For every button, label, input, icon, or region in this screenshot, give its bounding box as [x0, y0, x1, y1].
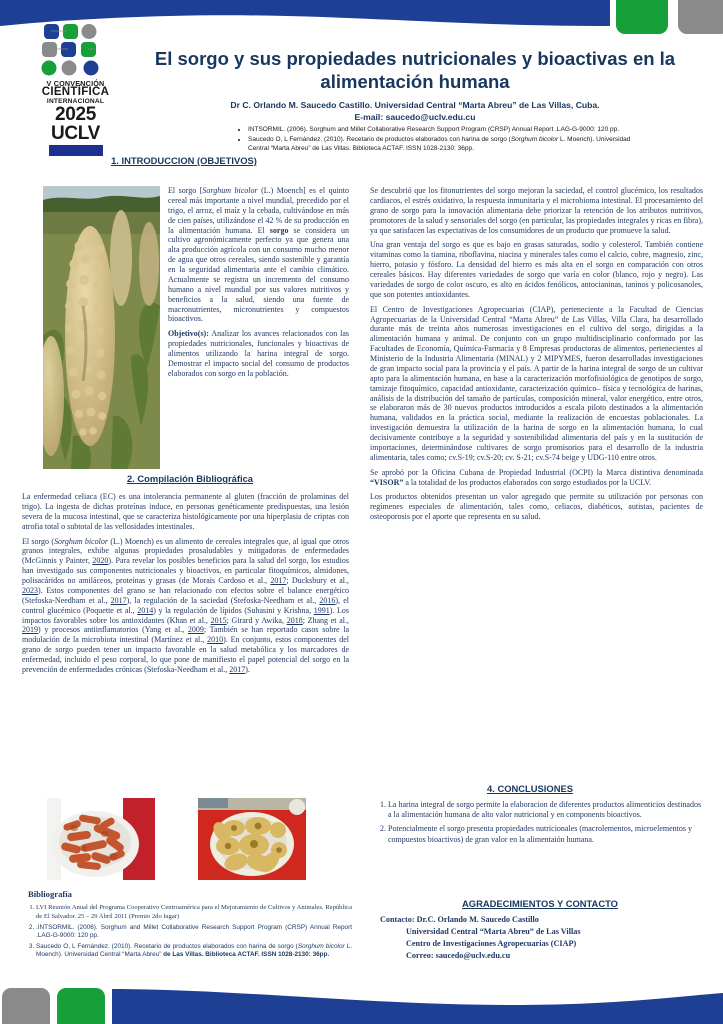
uclv-convention-logo [38, 22, 113, 156]
author-block [120, 100, 710, 123]
bibliografia-list [22, 904, 352, 962]
header-reference-item: • Saucedo O, L Fernández. (2010). Recetario de productos elaborados con harina de sorgo (Sorghum bicolor L. Moench). Universidad Central “Marta Abreu” de Las Villas. Biblioteca ACTAF. ISSN 1028-2130: 36pp. [248, 136, 638, 154]
header-reference-item: • INTSORMIL. (2006). Sorghum and Millet Collaborative Research Support Program (CRSP) Annual Report .LAG-G-9000: 120 pp. [248, 126, 638, 135]
bottom-blue-swoosh-icon [112, 983, 723, 1024]
right-paragraph-1: Se descubrió que los fitonutrientes del sorgo mejoran la saciedad, el control glucémico, los resultados cardiacos, el estrés oxidativo, la respuesta inmunitaria y el microbioma intestinal. El procesamiento del grano de sorgo para la innovación alimentaria debe priorizar la retención de los atributos nutritivos, promotores de la salud y sensoriales del sorgo (en particular, las propiedades integrales y ricas en fibra), ya que satisfacen las expectativas de los consumidores de un producto que promueve la salud. [370, 186, 703, 235]
section-heading-compilacion: 2. Compilación Bibliográfica [126, 473, 254, 484]
logo-dots-icon [38, 22, 113, 80]
conclusiones-list [370, 800, 703, 849]
bottom-green-square-icon [57, 988, 105, 1024]
right-column-body [370, 186, 703, 527]
contacto-university: Universidad Central “Marta Abreu” de Las Villas [406, 926, 581, 936]
logo-line-convencion: V CONVENCIÓN [46, 79, 105, 88]
bottom-decorative-bar [0, 980, 723, 1024]
logo-line-cientifica: CIENTÍFICA [41, 86, 110, 99]
poster-title: El sorgo y sus propiedades nutricionales y bioactivas en la alimentación humana [154, 48, 676, 92]
conclusion-item: 2. Potencialmente el sorgo presenta propiedades nutricionales (macrolementos, microelementos y compuestos bioactivos) de gran valor en la alimentaión humana. [388, 824, 703, 844]
baked-goods-plate-illustration-icon [198, 798, 306, 880]
top-grey-square-icon [678, 0, 723, 34]
author-email: E-mail: saucedo@uclv.edu.cu [354, 111, 476, 122]
author-affiliation: Dr C. Orlando M. Saucedo Castillo. Universidad Central “Marta Abreu” de Las Villas, Cuba. [230, 100, 600, 110]
section-heading-agradecimientos: AGRADECIMIENTOS Y CONTACTO [462, 898, 618, 909]
sausages-plate-illustration-icon [47, 798, 155, 880]
conclusion-item: 1. La harina integral de sorgo permite la elaboracion de diferentes productos alimenticios destinados a la alimentación humana de alto valor nutricional y en components bioactivos. [388, 800, 703, 820]
bottom-grey-square-icon [2, 988, 50, 1024]
introduccion-paragraph: El sorgo [Sorghum bicolor (L.) Moench] es el quinto cereal más importante a nivel mundial, precedido por el trigo, el arroz, el maíz y la cebada, cultivándose en más de cien países, utilizándose el 42 % de su producción en la alimentación humana. El sorgo se considera un cultivo agronómicamente perfecto ya que genera una alta producción agrícola con un consumo mucho menor de agua que otros cereales, siendo sostenible y garantía en la seguridad alimentaria ante el cambio climático. Actualmente se registra un incremento del consumo humano a nivel mundial por sus valores nutritivos y beneficios a la salud, siendo una fuente de macronutrientes, micronutrientes y compuestos bioactivos. [168, 186, 350, 324]
compilacion-paragraph-1: La enfermedad celiaca (EC) es una intolerancia permanente al gluten (fracción de prolaminas del trigo). La ingesta de dichas proteínas induce, en personas genéticamente predispuestas, una lesión severa de la mucosa intestinal, que se caracteriza histológicamente por una hiperplasia de criptas con atrofia total o subtotal de las vellosidades intestinales. [22, 492, 349, 531]
top-green-square-icon [616, 0, 668, 34]
contacto-block [380, 914, 710, 962]
section-heading-introduccion: 1. INTRODUCCION (OBJETIVOS) [111, 155, 257, 166]
sorghum-baked-goods-photo [198, 798, 306, 880]
logo-blue-bar [49, 145, 103, 156]
section-heading-conclusiones: 4. CONCLUSIONES [487, 783, 573, 794]
logo-line-internacional: INTERNACIONAL [46, 97, 105, 105]
header-reference-list [238, 126, 638, 155]
objetivos-paragraph: Objetivo(s): Analizar los avances relacionados con las propiedades nutricionales, funcionales y bioactivas de alimentos utilizando la harina integral de sorgo. Demostrar el impacto social del consumo de productos elaborados con sorgo en la población. [168, 329, 349, 378]
bibliografia-item: 2. .INTSORMIL. (2006). Sorghum and Millet Collaborative Research Support Program (CRSP) Annual Report .LAG-G-9000: 120 pp. [36, 924, 352, 941]
logo-line-year: 2025 [54, 104, 97, 126]
right-paragraph-3: El Centro de Investigaciones Agropecuarias (CIAP), perteneciente a la Facultad de Ciencias Agropecuarias de la Universidad Central “Marta Abreu” de Las Villas, Villa Clara, ha desarrollado durante más de treinta años numerosas investigaciones en el cultivo del sorgo, dirigidas a la alimentación humana y animal. De conjunto con un grupo multidisciplinario conformado por las Facultades de Economía, Química-Farmacia y 8 Empresas productoras de alimentos, pertenecientes al Ministerio de la Industria Alimentaria (MINAL) y 2 MIPYMES, fueron desarrolladas investigaciones de gran impacto social para la provincia y el país. A partir de la harina integral de sorgo de un cultivar apto para la alimentación humana, en base a la caracterización morfofisiológica de genotipos de sorgo, tamizaje fitoquímico, capacidad antioxidante, caracterización químico– física y tecnológica de harinas, análisis de la distribución del tamaño de partículas, composición mineral, valor energético, entre otros, se elaboraron más de 30 nuevos productos introducidos a escala piloto destinados a la alimentación humana, validados en la práctica social, mediante la realización de encuestas poblacionales. La investigación demuestra la utilización de la harina de sorgo en la alimentación humana, lo cual decisivamente contribuye a la seguridad y sostenibilidad alimentaria del país y en la sustitución de importaciones, determinándose cultivares de sorgo promisorios para el desarrollo de la industria alimentaria, tales como; cv.S-19; cv.S-20; cv. S-21; cv.S-74 beige y UDG-110 entre otros. [370, 304, 703, 462]
contacto-center: Centro de Investigaciones Agropecuarias (CIAP) [406, 938, 577, 948]
logo-line-uclv: UCLV [50, 123, 101, 145]
introduccion-body [168, 186, 349, 384]
compilacion-body [22, 492, 349, 680]
right-paragraph-2: Una gran ventaja del sorgo es que es bajo en grasas saturadas, sodio y colesterol. También contiene vitaminas como la tiamina, riboflavina, niacina y minerales tales como el calcio, cobre, magnesio, zinc, hierro, potasio y fósforo. La densidad del hierro es más alta en el sorgo en comparación con otros cereales básicos. Hay diferentes variedades de sorgo que varía en color (blanco, rojo y negro). Las variedades de sorgo de color oscuro, es alto en ácidos fenólicos, antocianinas, taninos y policosanoles, que son potentes antioxidantes. [370, 240, 703, 299]
right-paragraph-5: Los productos obtenidos presentan un valor agregado que permite su utilización por personas con regímenes especiales de alimentación, tales como, celiacos, diabéticos, autistas, pacientes de osteoporosis por el aporte que representa en su salud. [370, 492, 703, 522]
contacto-email: Correo: saucedo@uclv.edu.cu [406, 950, 511, 960]
compilacion-paragraph-2: El sorgo (Sorghum bicolor (L.) Moench) es un alimento de cereales integrales que, al igual que otros granos integrales, exhibe algunas propiedades prosaludables y mitigadoras de enfermedades (McGinnis y Painter, 2020). Para revelar los posibles beneficios para la salud del sorgo, los estudios han investigado sus componentes nutricionales y bioactivos, en particular fitoquímicos, almidones, polisacáridos no amiláceos, proteínas y grasas (de Morais Cardoso et al., 2017; Ducksbury et al., 2023). Estos componentes del grano se han relacionado con efectos sobre el balance energético (Stefoska-Needham et al., 2017), la regulación de la saciedad (Stefoska-Needham et al., 2016), el control glucémico (Poquette et al., 2014) y la regulación de lípidos (Suhasini y Krishna, 1991). Los impactos favorables sobre los antioxidantes (Khan et al., 2015; Girard y Awika, 2018; Zhang et al., 2019) y procesos antiinflamatorios (Yang et al., 2009; También se han reportado casos sobre la modulación de la microbiota intestinal (Martínez et al., 2010). En conjunto, estos componentes del grano de sorgo pueden tener un impacto favorable en la salud metabólica y los marcadores de enfermedad, incluido el peso corporal, lo que pone de manifiesto el papel potencial del sorgo en la prevención de enfermedades crónicas (Stefoska-Needham et al., 2017). [22, 536, 350, 674]
bibliografia-item: 1. LVI Reunión Anual del Programa Cooperativo Centroamérica para el Mejoramiento de Cultivos y Animales. República de El Salvador. 25 – 29 Abril 2011 (Premio 2do lugar) [36, 904, 352, 921]
contacto-name: Contacto: Dr.C. Orlando M. Saucedo Castillo [380, 915, 539, 924]
bibliografia-heading: Bibliografía [28, 889, 72, 899]
sorghum-sausages-photo [47, 798, 155, 880]
bibliografia-item: 3. Saucedo O, L Fernández. (2010). Recetario de productos elaborados con harina de sorgo (Sorghum bicolor L. Moench). Universidad Central “Marta Abreu” de Las Villas. Biblioteca ACTAF. ISSN 1028-2130: 36pp. [36, 943, 352, 960]
sorghum-field-photo [43, 186, 160, 469]
right-paragraph-4: Se aprobó por la Oficina Cubana de Propiedad Industrial (OCPI) la Marca distintiva denominada “VISOR” a la totalidad de los productos elaborados con sorgo estudiados por la UCLV. [370, 467, 703, 487]
sorghum-field-illustration-icon [43, 186, 160, 469]
